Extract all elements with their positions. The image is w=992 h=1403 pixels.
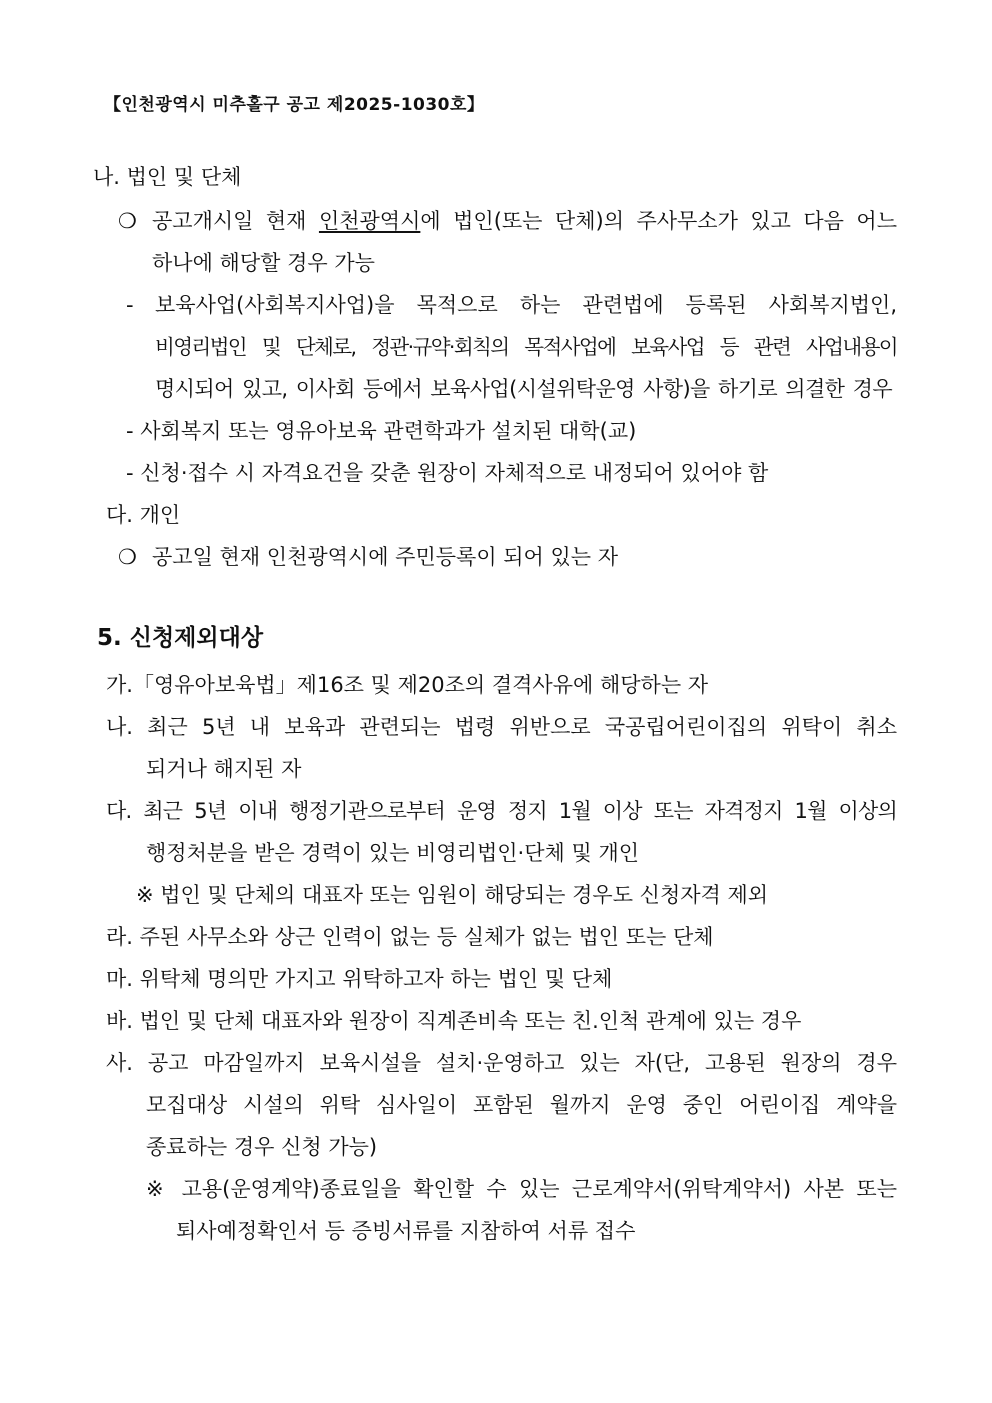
bullet-marker: ❍ [118,545,137,569]
na-bullet-continuation: 하나에 해당할 경우 가능 [152,251,375,275]
item-ga: 가.「영유아보육법」제16조 및 제20조의 결격사유에 해당하는 자 [106,673,709,697]
subsection-na-title: 나. 법인 및 단체 [93,165,242,189]
item-na-line2: 되거나 해지된 자 [146,757,302,781]
na-bullet-text: 공고개시일 현재 인천광역시에 법인(또는 단체)의 주사무소가 있고 다음 어느 [152,209,897,233]
item-na-line1: 나. 최근 5년 내 보육과 관련되는 법령 위반으로 국공립어린이집의 위탁이 취소 [106,715,897,739]
dash1-line2: 비영리법인 및 단체로, 정관·규약·회칙의 목적사업에 보육사업 등 관련 사업내용이 [155,335,897,359]
item-da-note: ※ 법인 및 단체의 대표자 또는 임원이 해당되는 경우도 신청자격 제외 [136,883,769,907]
item-sa-line2: 모집대상 시설의 위탁 심사일이 포함된 월까지 운영 중인 어린이집 계약을 [146,1093,897,1117]
item-sa-line3: 종료하는 경우 신청 가능) [146,1135,378,1159]
item-sa-note-line1: ※ 고용(운영계약)종료일을 확인할 수 있는 근로계약서(위탁계약서) 사본 또는 [146,1177,897,1201]
item-ra: 라. 주된 사무소와 상근 인력이 없는 등 실체가 없는 법인 또는 단체 [106,925,714,949]
bullet-marker: ❍ [118,209,137,233]
dash1-line3: 명시되어 있고, 이사회 등에서 보육사업(시설위탁운영 사항)을 하기로 의결한 경우 [155,377,892,401]
item-ma: 마. 위탁체 명의만 가지고 위탁하고자 하는 법인 및 단체 [106,967,613,991]
section-title: 5. 신청제외대상 [97,625,264,651]
subsection-da-title: 다. 개인 [106,503,181,527]
item-sa-note-line2: 퇴사예정확인서 등 증빙서류를 지참하여 서류 접수 [176,1219,636,1243]
da-bullet-text: 공고일 현재 인천광역시에 주민등록이 되어 있는 자 [152,545,619,569]
item-sa-line1: 사. 공고 마감일까지 보육시설을 설치·운영하고 있는 자(단, 고용된 원장의 경우 [106,1051,897,1075]
dash-marker: - [126,293,134,317]
item-ba: 바. 법인 및 단체 대표자와 원장이 직계존비속 또는 친.인척 관계에 있는 경우 [106,1009,802,1033]
notice-header: 【인천광역시 미추홀구 공고 제2025-1030호】 [104,95,485,115]
dash3-line: - 신청·접수 시 자격요건을 갖춘 원장이 자체적으로 내정되어 있어야 함 [126,461,769,485]
underlined-region: 인천광역시 [318,209,421,233]
dash1-line1: 보육사업(사회복지사업)을 목적으로 하는 관련법에 등록된 사회복지법인, [155,293,897,317]
item-da-line2: 행정처분을 받은 경력이 있는 비영리법인·단체 및 개인 [146,841,640,865]
dash2-line: - 사회복지 또는 영유아보육 관련학과가 설치된 대학(교) [126,419,637,443]
item-da-line1: 다. 최근 5년 이내 행정기관으로부터 운영 정지 1월 이상 또는 자격정지 1월 이상의 [106,799,897,823]
